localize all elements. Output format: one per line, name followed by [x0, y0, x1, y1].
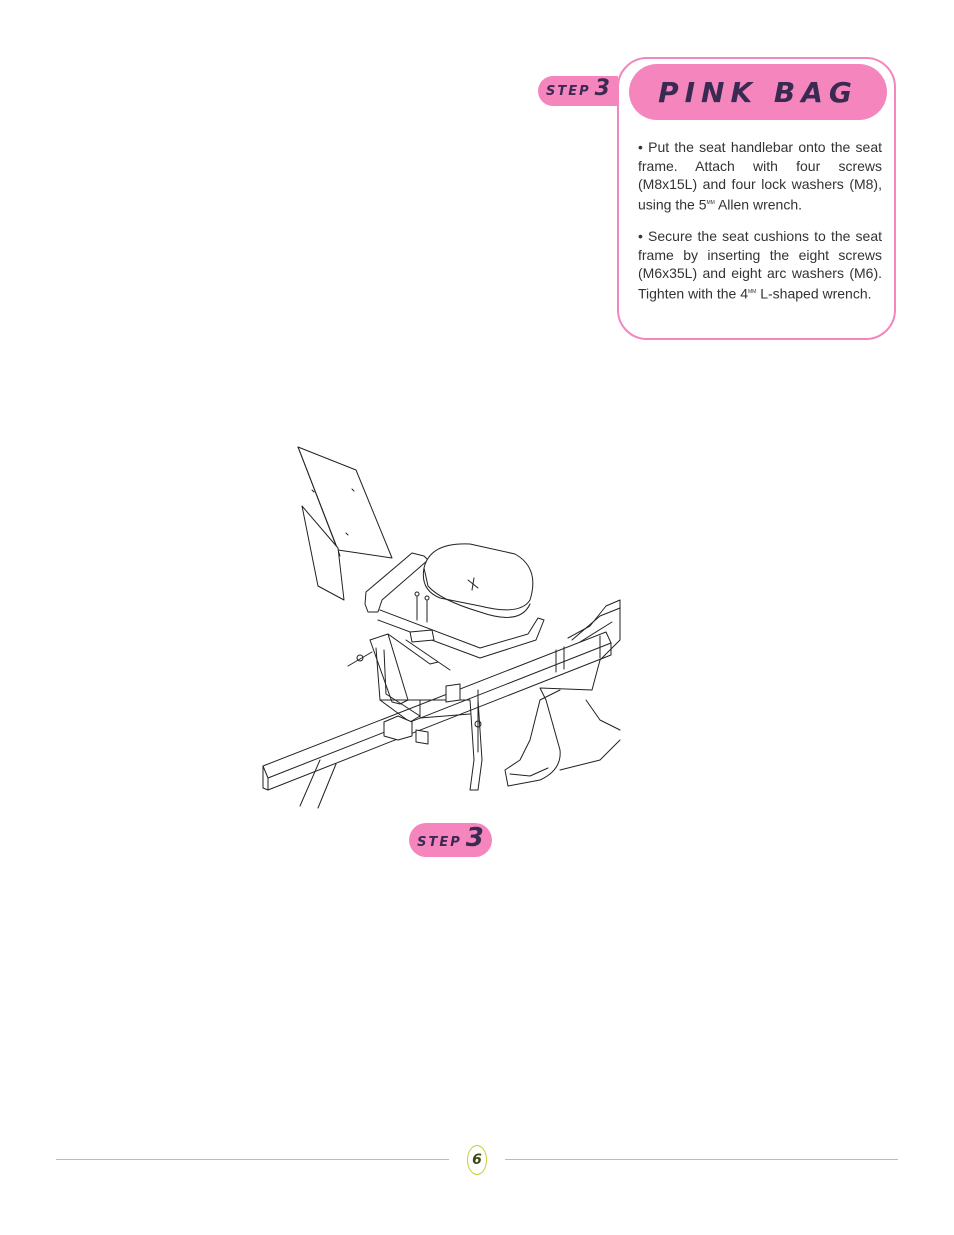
page-number: 6	[467, 1145, 487, 1175]
p2-text: • Secure the seat cushions to the seat frame by inserting the eight screws (M6x35L) and eight arc washers (M6). Tighten with the 4	[638, 228, 882, 302]
step-word: STEP	[546, 84, 591, 99]
step-3-label-bottom	[409, 823, 492, 857]
p1-text: • Put the seat handlebar onto the seat frame. Attach with four screws (M8x15L) and four lock washers (M8), using the 5	[638, 139, 882, 213]
instruction-paragraph-2	[638, 227, 882, 303]
step-number: 3	[465, 823, 484, 853]
step-word: STEP	[417, 835, 462, 850]
footer-divider-left	[56, 1159, 449, 1160]
step-3-label-top	[538, 76, 618, 106]
card-title: PINK BAG	[629, 64, 887, 120]
p2-text-end: L-shaped wrench.	[756, 285, 872, 302]
instruction-paragraph-1	[638, 138, 882, 214]
seat-assembly-diagram	[258, 438, 628, 810]
p2-unit: MM	[748, 289, 757, 296]
p1-unit: MM	[706, 200, 715, 207]
step-number: 3	[594, 76, 610, 101]
p1-text-end: Allen wrench.	[714, 196, 803, 213]
footer-divider-right	[505, 1159, 898, 1160]
